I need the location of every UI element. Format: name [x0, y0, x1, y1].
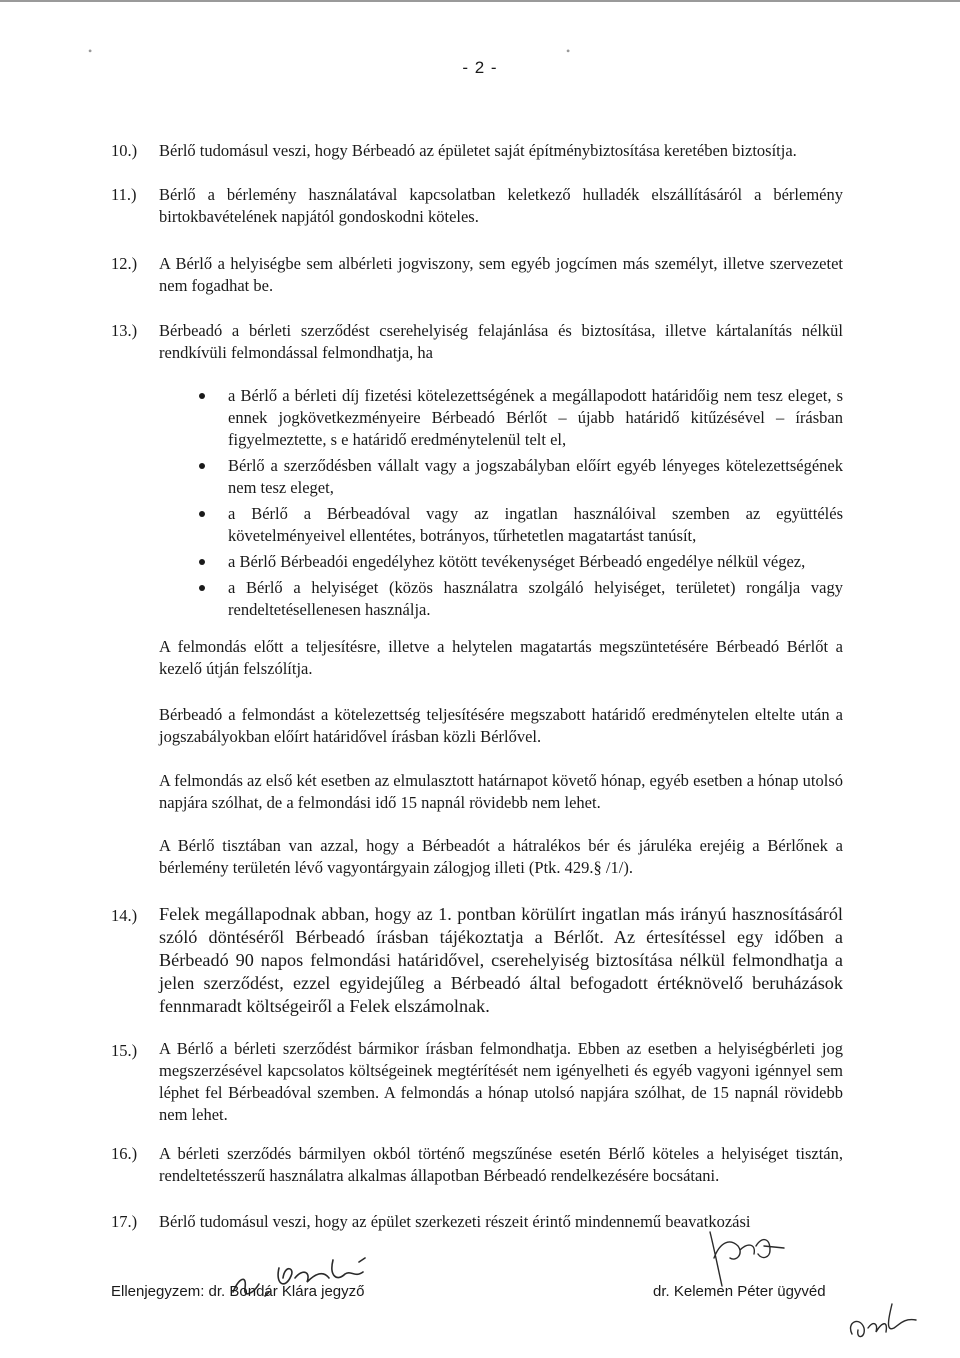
paragraph: A Bérlő tisztában van azzal, hogy a Bérbeadót a hátralékos bér és járuléka erejéig a Bérlőnek a bérlemény területén lévő vagyontárgyain zálogjog illeti (Ptk. 429.§ /1/).	[159, 836, 843, 877]
handwritten-signature-right	[700, 1228, 790, 1290]
item-number: 13.)	[111, 321, 138, 340]
item-number: 10.)	[111, 141, 138, 160]
paragraph: A felmondás előtt a teljesítésre, illetve a helytelen magatartás megszüntetésére Bérbeadó Bérlőt a kezelő útján felszólítja.	[159, 637, 843, 678]
handwritten-initials	[842, 1298, 922, 1348]
list-item: a Bérlő Bérbeadói engedélyhez kötött tevékenységet Bérbeadó engedélye nélkül végez,	[195, 551, 843, 573]
item-text: Bérlő tudomásul veszi, hogy az épület szerkezeti részeit érintő mindennemű beavatkozási	[159, 1212, 751, 1231]
item-number: 12.)	[111, 254, 138, 273]
item-number: 15.)	[111, 1041, 138, 1060]
countersignature-label: Ellenjegyzem: dr. Bondár Klára jegyző	[111, 1283, 365, 1300]
list-item: a Bérlő a helyiséget (közös használatra szolgáló helyiséget, területet) rongálja vagy rendeltetésellenesen használja.	[195, 577, 843, 621]
list-item: a Bérlő a bérleti díj fizetési kötelezettségének a megállapodott határidőig nem tesz eleget, s ennek jogkövetkezményeire Bérbeadó Bérlőt – újabb határidő kitűzésével – írásban figyelmeztette, s e határidő eredménytelenül telt el,	[195, 385, 843, 451]
item-text: A Bérlő a bérleti szerződést bármikor írásban felmondhatja. Ebben az esetben a helyiségbérleti jog megszerzésével kapcsolatos költségeinek megtérítését nem igényelheti és egyéb vagyoni igénnyel sem léphet fel Bérbeadóval szemben. A felmondás a hónap utolsó napjára szólhat, de 15 napnál rövidebb nem lehet.	[159, 1039, 843, 1124]
paragraph: A felmondás az első két esetben az elmulasztott határnapot követő hónap, egyéb esetben a hónap utolsó napjára szólhat, de a felmondási idő 15 napnál rövidebb nem lehet.	[159, 771, 843, 812]
item-text: Bérlő tudomásul veszi, hogy Bérbeadó az épületet saját építménybiztosítása keretében biztosítja.	[159, 141, 797, 160]
paragraph: Bérbeadó a felmondást a kötelezettség teljesítésére megszabott határidő eredménytelen eltelte után a jogszabályokban előírt határidővel írásban közli Bérlővel.	[159, 705, 843, 746]
item-text: A bérleti szerződés bármilyen okból történő megszűnése esetén Bérlő köteles a helyiséget tisztán, rendeltetésszerű használatra alkalmas állapotban Bérbeadó rendelkezésére bocsátani.	[159, 1144, 843, 1185]
lawyer-signature-label: dr. Kelemen Péter ügyvéd	[653, 1283, 826, 1300]
list-item: a Bérlő a Bérbeadóval vagy az ingatlan használóival szemben az együttélés követelményeivel ellentétes, botrányos, tűrhetetlen magatartást tanúsít,	[195, 503, 843, 547]
item-text: Felek megállapodnak abban, hogy az 1. pontban körülírt ingatlan más irányú hasznosításáról szóló döntéséről Bérbeadó írásban tájékoztatja a Bérlőt. Az értesítéssel egy időben a Bérbeadó 90 napos felmondási határidővel, cserehelyiség biztosítása nélkül felmondhatja a jelen szerződést, ezzel egyidejűleg a Bérbeadó által befogadott értéknövelő beruházások fennmaradt költségeiről a Felek elszámolnak.	[159, 904, 843, 1016]
item-number: 11.)	[111, 185, 137, 204]
item-number: 16.)	[111, 1144, 138, 1163]
list-item: Bérlő a szerződésben vállalt vagy a jogszabályban előírt egyéb lényeges kötelezettségének nem tesz eleget,	[195, 455, 843, 499]
scan-dot: •	[566, 44, 571, 58]
item-text: Bérbeadó a bérleti szerződést cserehelyiség felajánlása és biztosítása, illetve kártalanítás nélkül rendkívüli felmondással felmondhatja, ha	[159, 321, 843, 362]
item-number: 14.)	[111, 906, 138, 925]
item-text: A Bérlő a helyiségbe sem albérleti jogviszony, sem egyéb jogcímen más személyt, illetve szervezetet nem fogadhat be.	[159, 254, 843, 295]
termination-conditions-list	[195, 385, 843, 625]
item-text: Bérlő a bérlemény használatával kapcsolatban keletkező hulladék elszállításáról a bérlemény birtokbavételének napjától gondoskodni köteles.	[159, 185, 843, 226]
scan-dot: •	[88, 44, 93, 58]
page-number: - 2 -	[462, 58, 498, 77]
top-border	[0, 0, 960, 6]
item-number: 17.)	[111, 1212, 138, 1231]
